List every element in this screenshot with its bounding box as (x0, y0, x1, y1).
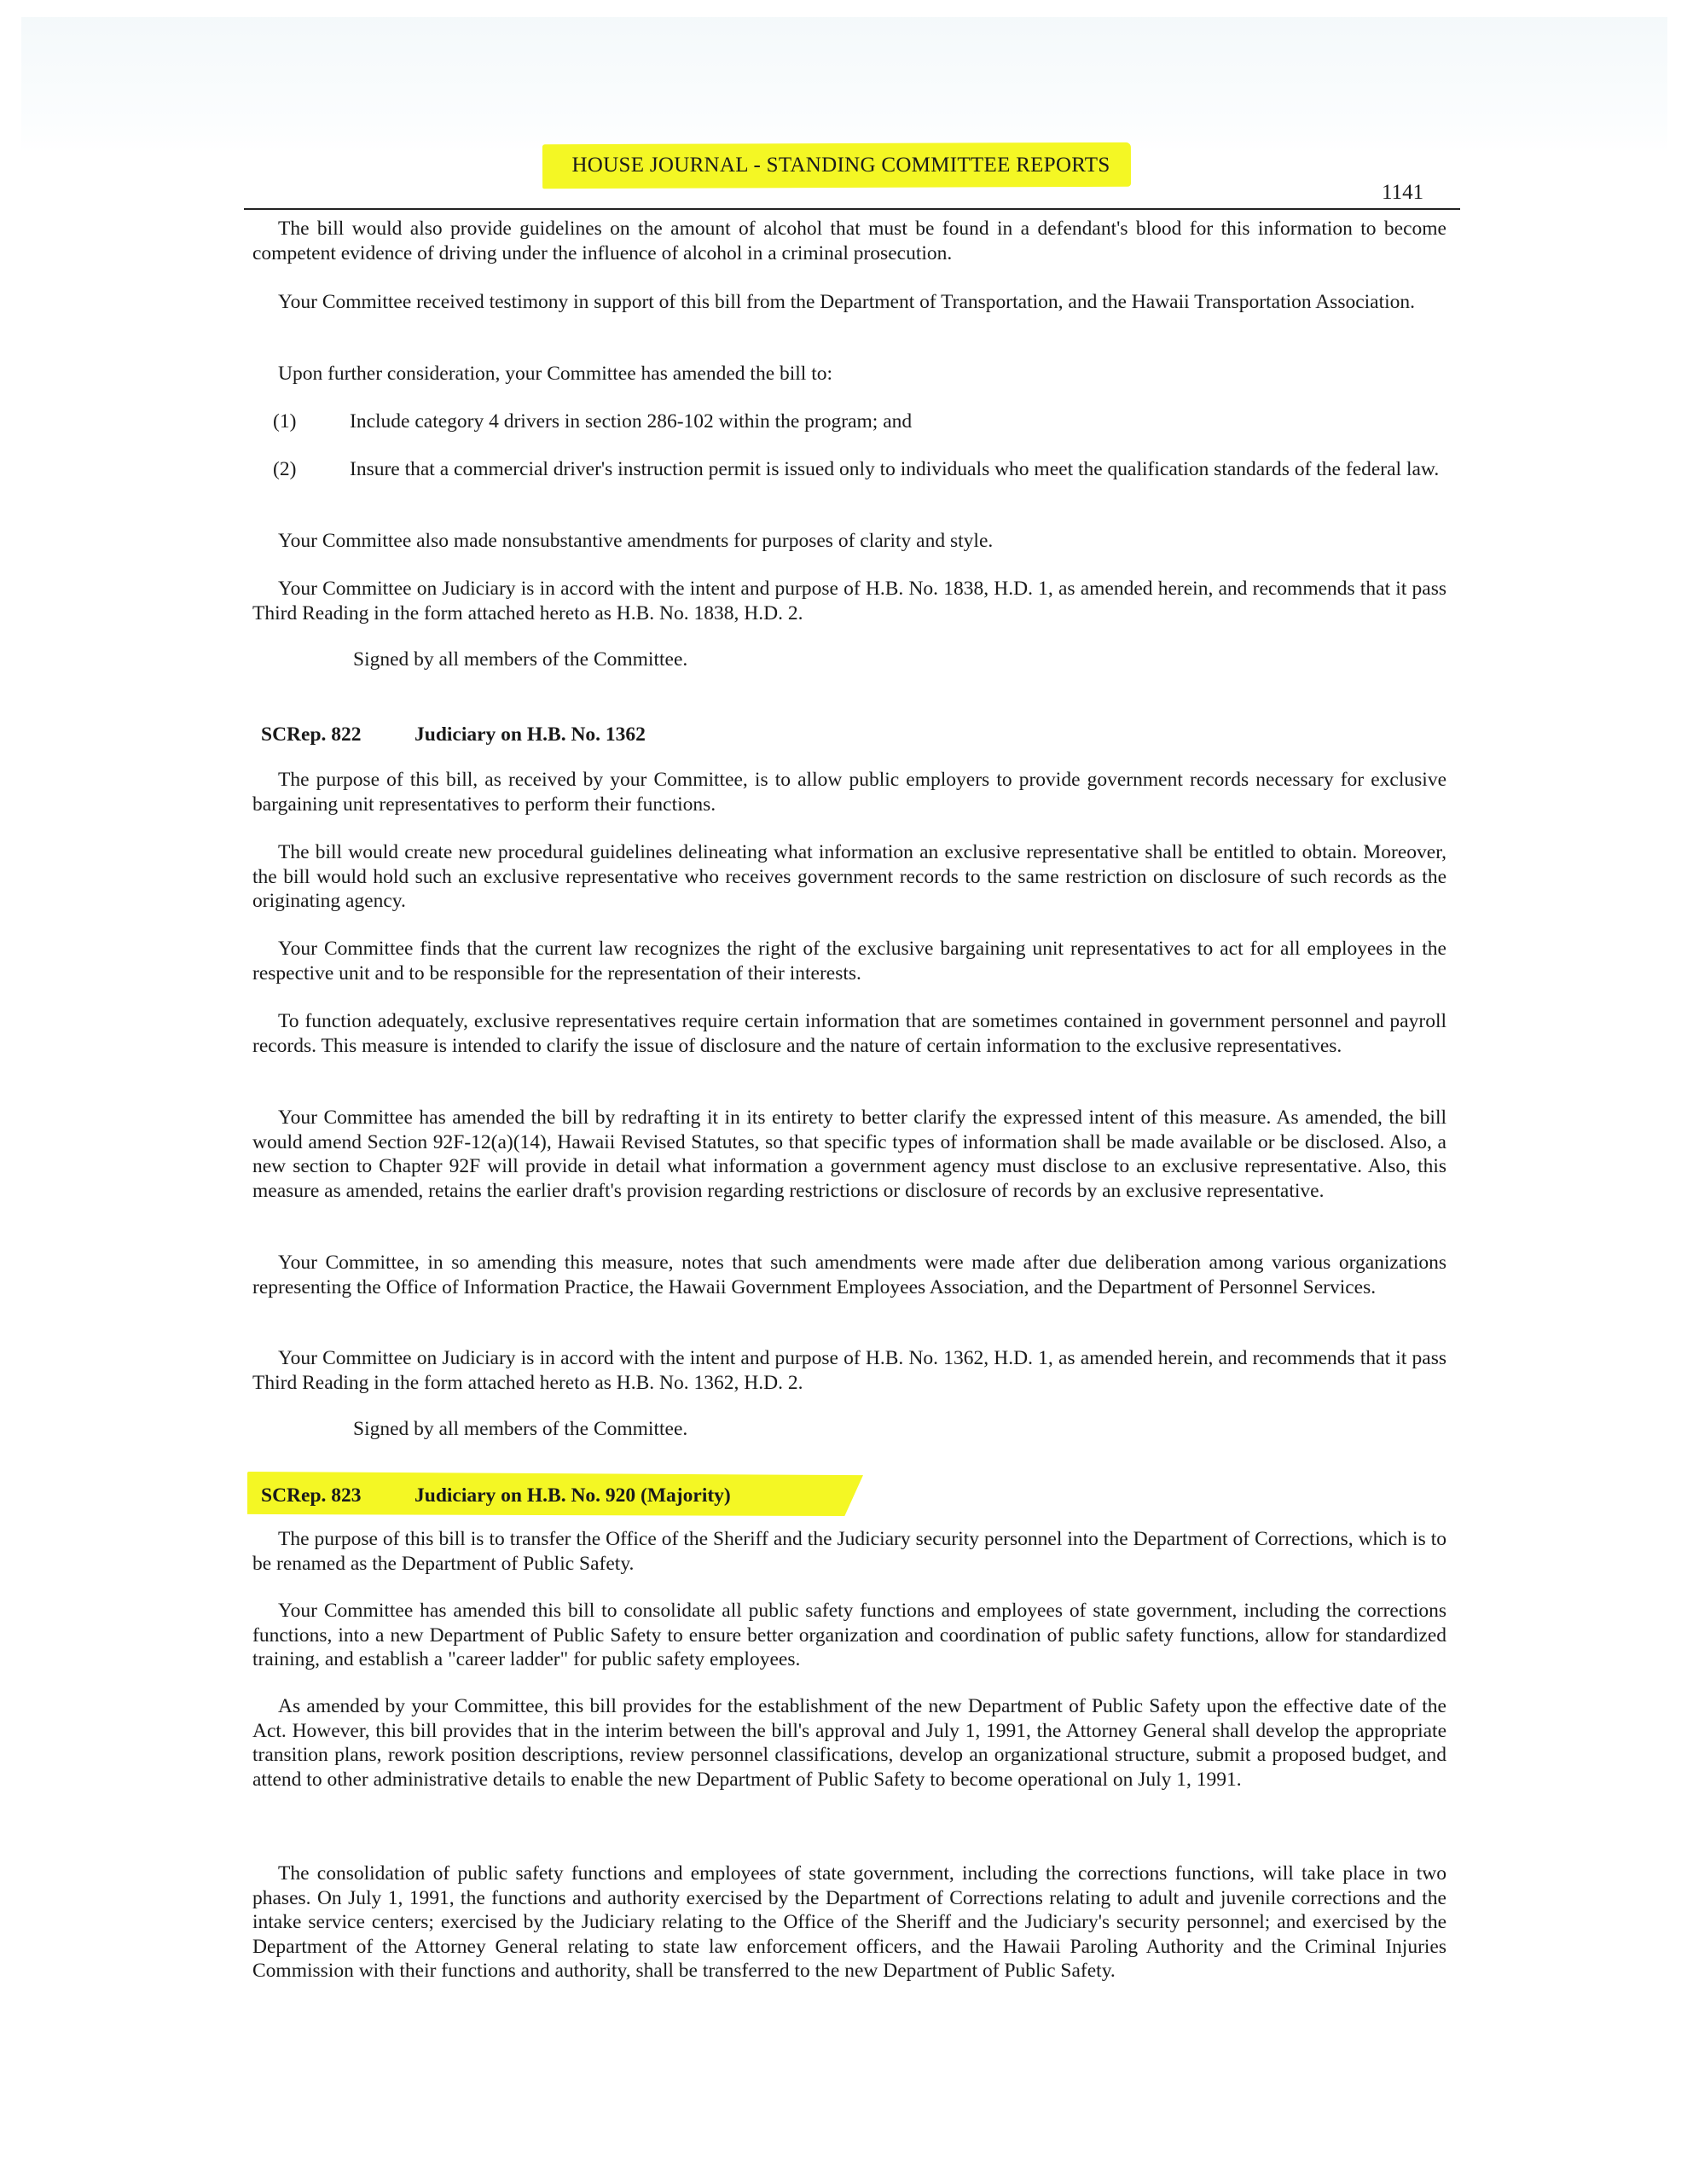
paragraph: The purpose of this bill, as received by your Committee, is to allow public employers to provide government records necessary for exclusive bargaining unit representatives to perform their functions. (252, 769, 1446, 816)
paragraph: The bill would also provide guidelines on the amount of alcohol that must be found in a defendant's blood for this information to become competent evidence of driving under the influence of alcohol in a criminal prosecution. (252, 218, 1446, 264)
page-number: 1141 (1382, 181, 1424, 204)
paragraph: Your Committee has amended this bill to consolidate all public safety functions and employees of state government, including the corrections functions, into a new Department of Public Safety to ensure better organization and coordination of public safety functions, allow for standardized training, and establish a "career ladder" for public safety employees. (252, 1600, 1446, 1670)
amendment-text: Insure that a commercial driver's instruction permit is issued only to individuals who meet the qualification standards of the federal law. (350, 458, 1440, 480)
paragraph: Your Committee also made nonsubstantive amendments for purposes of clarity and style. (278, 530, 994, 552)
paragraph: Your Committee has amended the bill by redrafting it in its entirety to better clarify the expressed intent of this measure. As amended, the bill would amend Section 92F-12(a)(14), Hawaii Revised Statutes, so that specific types of information shall be made available or be disclosed. Also, a new section to Chapter 92F will provide in detail what information a government agency must disclose to an exclusive representative. Also, this measure as amended, retains the earlier draft's provision regarding restrictions or disclosure of records by an exclusive representative. (252, 1107, 1446, 1202)
paragraph: Upon further consideration, your Committee has amended the bill to: (278, 363, 833, 385)
paragraph: The consolidation of public safety functions and employees of state government, including the corrections functions, will take place in two phases. On July 1, 1991, the functions and authority exercised by the Department of Corrections relating to adult and juvenile corrections and the intake service centers; exercised by the Judiciary relating to the Office of the Sheriff and the Judiciary's security personnel; and exercised by the Department of the Attorney General relating to state law enforcement officers, and the Hawaii Paroling Authority and the Criminal Injuries Commission with their functions and authority, shall be transferred to the new Department of Public Safety. (252, 1862, 1446, 1982)
signed-line: Signed by all members of the Committee. (353, 1418, 688, 1440)
amendment-text: Include category 4 drivers in section 286-102 within the program; and (350, 410, 913, 433)
amendment-number: (2) (273, 458, 297, 480)
report-subject: Judiciary on H.B. No. 1362 (415, 723, 646, 746)
page-header-title: HOUSE JOURNAL - STANDING COMMITTEE REPORTS (571, 154, 1110, 177)
paragraph: Your Committee received testimony in support of this bill from the Department of Transportation, and the Hawaii Transportation Association. (278, 291, 1416, 313)
paragraph: Your Committee, in so amending this measure, notes that such amendments were made after due deliberation among various organizations representing the Office of Information Practice, the Hawaii Government Employees Association, and the Department of Personnel Services. (252, 1252, 1446, 1298)
paragraph: Your Committee on Judiciary is in accord with the intent and purpose of H.B. No. 1838, H.D. 1, as amended herein, and recommends that it pass Third Reading in the form attached hereto as H.B. No. 1838, H.D. 2. (252, 578, 1446, 624)
paragraph: The purpose of this bill is to transfer the Office of the Sheriff and the Judiciary security personnel into the Department of Corrections, which is to be renamed as the Department of Public Safety. (252, 1528, 1446, 1575)
paragraph: The bill would create new procedural guidelines delineating what information an exclusive representative shall be entitled to obtain. Moreover, the bill would hold such an exclusive representative who receives government records to the same restriction on disclosure of such records as the originating agency. (252, 841, 1446, 912)
paragraph: Your Committee finds that the current law recognizes the right of the exclusive bargaining unit representatives to act for all employees in the respective unit and to be responsible for the representation of their interests. (252, 938, 1446, 985)
header-rule (244, 208, 1460, 210)
paragraph: As amended by your Committee, this bill provides for the establishment of the new Department of Public Safety upon the effective date of the Act. However, this bill provides that in the interim between the bill's approval and July 1, 1991, the Attorney General shall develop the appropriate transition plans, rework position descriptions, review personnel classifications, develop an organizational structure, submit a proposed budget, and attend to other administrative details to enable the new Department of Public Safety to become operational on July 1, 1991. (252, 1695, 1446, 1791)
report-subject: Judiciary on H.B. No. 920 (Majority) (415, 1484, 731, 1507)
report-number: SCRep. 823 (261, 1484, 362, 1507)
paragraph: To function adequately, exclusive representatives require certain information that are sometimes contained in government personnel and payroll records. This measure is intended to clarify the issue of disclosure and the nature of certain information to the exclusive representatives. (252, 1010, 1446, 1057)
amendment-number: (1) (273, 410, 297, 433)
signed-line: Signed by all members of the Committee. (353, 648, 688, 671)
paragraph: Your Committee on Judiciary is in accord with the intent and purpose of H.B. No. 1362, H.D. 1, as amended herein, and recommends that it pass Third Reading in the form attached hereto as H.B. No. 1362, H.D. 2. (252, 1347, 1446, 1394)
report-number: SCRep. 822 (261, 723, 362, 746)
